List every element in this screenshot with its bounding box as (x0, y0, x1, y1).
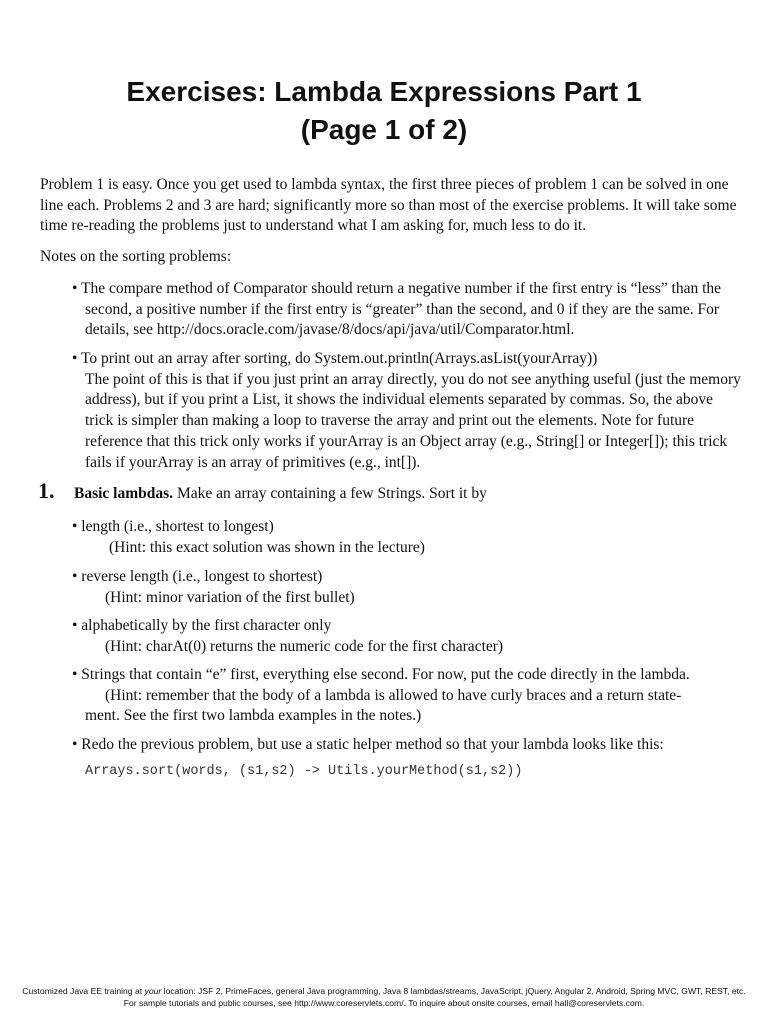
note-bullet-print-rest: The point of this is that if you just print an array directly, you do not see anything useful (just the memory address), but if you print a List, it shows the individual elements separated by commas. So, the above trick is simpler than making a loop to traverse the array and print out the elements. Note for future reference that this trick only works if yourArray is an Object array (e.g., String[] or Integer[]); this trick fails if yourArray is an array of primitives (e.g., int[]). (85, 370, 741, 471)
list-item-hint: (Hint: remember that the body of a lambda is allowed to have curly braces and a return state- (105, 686, 682, 704)
footer (0, 985, 768, 1009)
title-line-1: Exercises: Lambda Expressions Part 1 (126, 76, 642, 107)
list-item (72, 616, 742, 657)
list-item-hint-cont: ment. See the first two lambda examples in the notes.) (85, 707, 422, 725)
list-item-text: • Redo the previous problem, but use a static helper method so that your lambda looks like this: (72, 736, 664, 753)
notes-heading: Notes on the sorting problems: (40, 248, 232, 265)
footer-line1-em: your (144, 986, 162, 996)
list-item (72, 567, 742, 608)
list-item (72, 517, 742, 558)
problem-heading-rest: Make an array containing a few Strings. Sort it by (173, 485, 487, 502)
footer-line1-b: location: JSF 2, PrimeFaces, general Java programming, Java 8 lambdas/streams, JavaScript, jQuery, Angular 2, Android, Spring MVC, GWT, REST, etc. (161, 986, 746, 996)
note-bullet-print-line1: • To print out an array after sorting, do System.out.println(Arrays.asList(yourArray)) (72, 350, 598, 367)
list-item (72, 665, 742, 727)
list-item (72, 735, 742, 756)
page-title (0, 73, 768, 149)
footer-line-2: For sample tutorials and public courses, see http://www.coreservlets.com/. To inquire about onsite courses, email hall@coreservlets.com. (123, 998, 645, 1008)
footer-line-1 (0, 985, 768, 997)
note-bullet-comparator-text: • The compare method of Comparator should return a negative number if the first entry is “less” than the second, a positive number if the first entry is “greater” than the second, and 0 if they are the same. For details, see http://docs.oracle.com/javase/8/docs/api/java/util/Comparator.html. (72, 280, 722, 339)
footer-line1-a: Customized Java EE training at (22, 986, 145, 996)
note-bullet-print-array (72, 349, 742, 473)
list-item-text: • alphabetically by the first character only (72, 617, 332, 634)
list-item-hint: (Hint: minor variation of the first bullet) (105, 588, 355, 606)
list-item-text: • reverse length (i.e., longest to shortest) (72, 568, 323, 585)
note-bullet-comparator (72, 279, 742, 341)
list-item-hint: (Hint: this exact solution was shown in the lecture) (109, 538, 425, 556)
problem-heading (74, 484, 487, 504)
problem-heading-bold: Basic lambdas. (74, 485, 174, 502)
list-item-text: • length (i.e., shortest to longest) (72, 518, 274, 535)
intro-paragraph: Problem 1 is easy. Once you get used to lambda syntax, the first three pieces of problem 1 can be solved in one line each. Problems 2 and 3 are hard; significantly more so than most of the exercise problems. It will take some time re-reading the problems just to understand what I am asking for, much less to do it. (40, 176, 737, 234)
title-line-2: (Page 1 of 2) (300, 114, 468, 145)
list-item-hint: (Hint: charAt(0) returns the numeric code for the first character) (105, 637, 504, 655)
problem-number: 1. (38, 478, 55, 503)
list-item-text: • Strings that contain “e” first, everything else second. For now, put the code directly in the lambda. (72, 666, 690, 683)
code-sample: Arrays.sort(words, (s1,s2) -> Utils.yourMethod(s1,s2)) (85, 764, 523, 779)
